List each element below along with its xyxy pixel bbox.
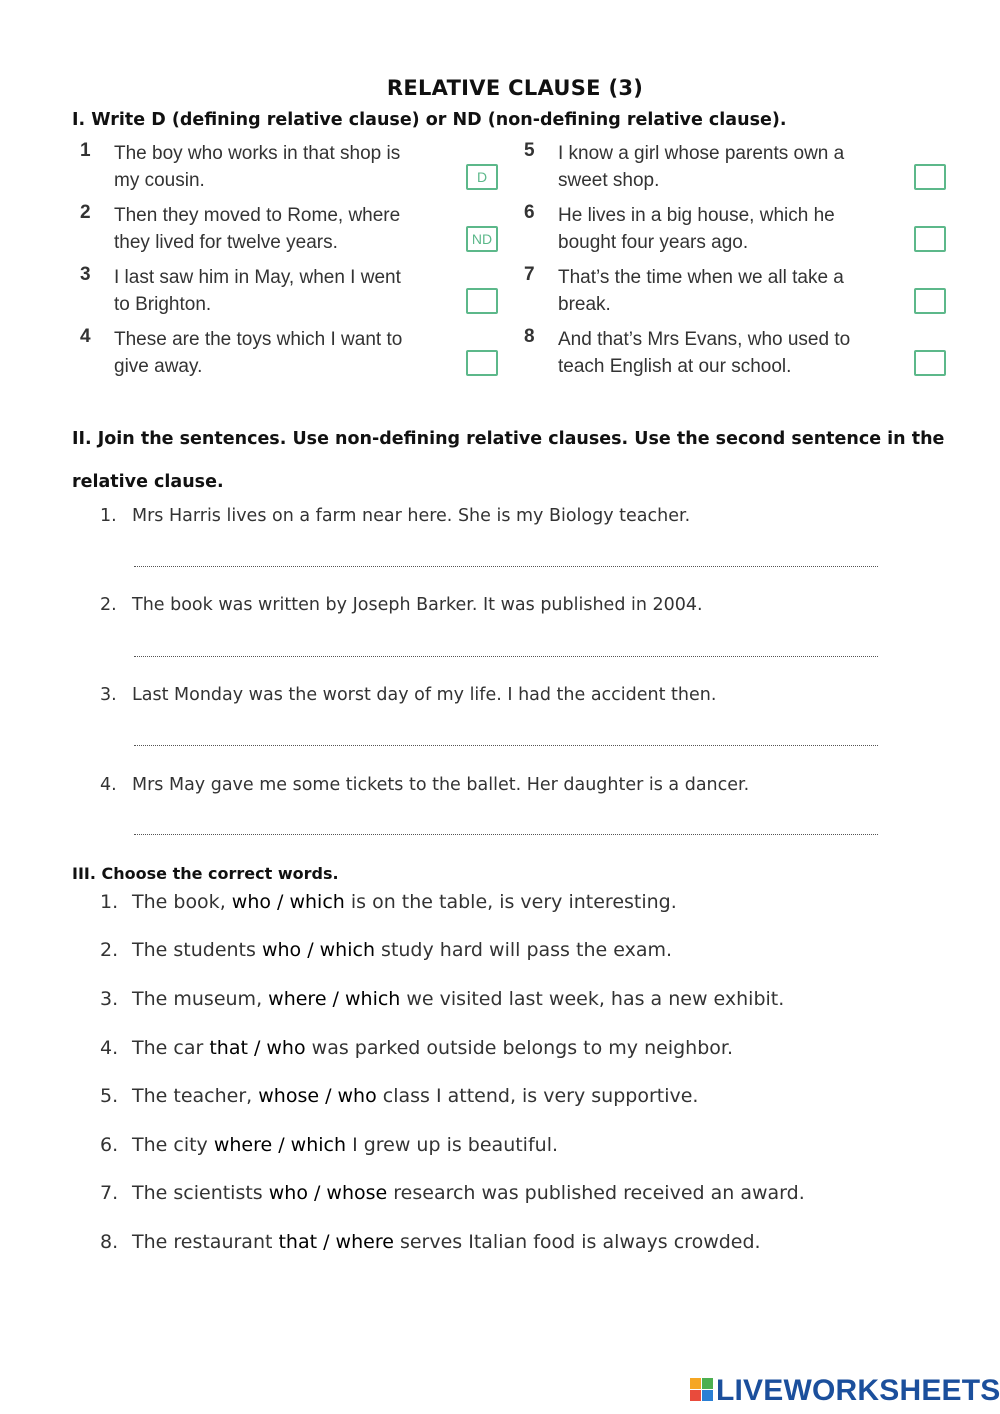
s3-text-before: The scientists	[132, 1182, 269, 1204]
s1-item-number: 6	[524, 202, 535, 223]
s3-text-after: was parked outside belongs to my neighbor.	[305, 1037, 733, 1059]
s3-options[interactable]: where / which	[268, 988, 401, 1010]
s2-answer-line-1[interactable]	[134, 566, 878, 567]
s3-options[interactable]: who / which	[261, 939, 375, 961]
s2-answer-line-2[interactable]	[134, 656, 878, 657]
s3-text-after: is on the table, is very interesting.	[344, 891, 677, 913]
s2-question-3	[100, 685, 716, 705]
s2-question-1	[100, 506, 690, 526]
s3-text-after: I grew up is beautiful.	[346, 1134, 559, 1156]
s1-item-number: 2	[80, 202, 91, 223]
s3-text-after: study hard will pass the exam.	[375, 939, 673, 961]
section3-heading: III. Choose the correct words.	[72, 864, 339, 883]
s2-question-number: 2.	[100, 595, 117, 615]
s1-item-number: 1	[80, 140, 91, 161]
s1-answer-box-2[interactable]: ND	[466, 226, 498, 252]
page-title: RELATIVE CLAUSE (3)	[386, 76, 644, 100]
s3-question-number: 3.	[100, 988, 119, 1010]
s2-question-4	[100, 775, 749, 795]
s3-question-number: 4.	[100, 1037, 119, 1059]
s1-item-text: I last saw him in May, when I went to Brighton.	[114, 267, 401, 315]
s3-text-after: we visited last week, has a new exhibit.	[400, 988, 785, 1010]
s1-item-text: Then they moved to Rome, where they lived for twelve years.	[114, 205, 401, 253]
s1-answer-box-4[interactable]	[466, 350, 498, 376]
s2-question-text: The book was written by Joseph Barker. It was published in 2004.	[132, 595, 703, 615]
logo-text: LIVEWORKSHEETS	[716, 1374, 1000, 1407]
s3-text-before: The book,	[132, 891, 232, 913]
s3-options[interactable]: that / where	[278, 1231, 394, 1253]
s1-answer-box-3[interactable]	[466, 288, 498, 314]
s1-item-text: I know a girl whose parents own a sweet shop.	[558, 143, 845, 191]
s3-options[interactable]: where / which	[213, 1134, 347, 1156]
s3-question-6	[100, 1134, 558, 1156]
s3-question-number: 8.	[100, 1231, 119, 1253]
s3-text-before: The teacher,	[132, 1085, 259, 1107]
section1-heading: I. Write D (defining relative clause) or ND (non-defining relative clause).	[72, 110, 787, 130]
s3-question-number: 1.	[100, 891, 119, 913]
s3-options[interactable]: who / whose	[268, 1182, 388, 1204]
s3-question-7	[100, 1182, 805, 1204]
s2-answer-line-4[interactable]	[134, 834, 878, 835]
s1-item-text: These are the toys which I want to give away.	[114, 329, 403, 377]
s2-question-text: Last Monday was the worst day of my life. I had the accident then.	[132, 685, 717, 705]
s1-answer-box-6[interactable]	[914, 226, 946, 252]
s2-question-number: 3.	[100, 685, 117, 705]
s2-question-text: Mrs Harris lives on a farm near here. She is my Biology teacher.	[132, 506, 691, 526]
s3-question-4	[100, 1037, 733, 1059]
s3-question-number: 5.	[100, 1085, 119, 1107]
s2-question-2	[100, 595, 703, 615]
liveworksheets-logo-icon	[690, 1378, 714, 1402]
s3-text-after: research was published received an award.	[387, 1182, 805, 1204]
s3-text-before: The car	[132, 1037, 210, 1059]
s3-options[interactable]: whose / who	[258, 1085, 377, 1107]
s1-item-number: 8	[524, 326, 535, 347]
s3-text-before: The restaurant	[132, 1231, 279, 1253]
s2-question-number: 4.	[100, 775, 117, 795]
s1-item-number: 4	[80, 326, 91, 347]
s3-text-after: class I attend, is very supportive.	[376, 1085, 699, 1107]
s3-question-number: 6.	[100, 1134, 119, 1156]
section2-heading: II. Join the sentences. Use non-defining relative clauses. Use the second sentence in the relative clause.	[72, 429, 945, 492]
s3-text-before: The city	[132, 1134, 214, 1156]
s1-answer-box-5[interactable]	[914, 164, 946, 190]
s1-item-number: 3	[80, 264, 91, 285]
s3-text-before: The students	[132, 939, 262, 961]
s3-question-8	[100, 1231, 761, 1253]
s2-question-number: 1.	[100, 506, 117, 526]
s3-options[interactable]: who / which	[231, 891, 345, 913]
s2-answer-line-3[interactable]	[134, 745, 878, 746]
s3-text-after: serves Italian food is always crowded.	[393, 1231, 761, 1253]
s3-question-2	[100, 939, 672, 961]
s1-answer-box-7[interactable]	[914, 288, 946, 314]
s3-text-before: The museum,	[132, 988, 269, 1010]
s1-item-text: He lives in a big house, which he bought four years ago.	[558, 205, 835, 253]
s1-item-number: 5	[524, 140, 535, 161]
s2-question-text: Mrs May gave me some tickets to the ballet. Her daughter is a dancer.	[132, 775, 750, 795]
s1-item-text: That’s the time when we all take a break.	[558, 267, 844, 315]
s1-answer-box-8[interactable]	[914, 350, 946, 376]
s3-question-number: 2.	[100, 939, 119, 961]
s1-item-number: 7	[524, 264, 535, 285]
s3-options[interactable]: that / who	[209, 1037, 306, 1059]
s3-question-3	[100, 988, 784, 1010]
s1-item-text: The boy who works in that shop is my cousin.	[114, 143, 401, 191]
s1-answer-box-1[interactable]: D	[466, 164, 498, 190]
s1-item-text: And that’s Mrs Evans, who used to teach English at our school.	[558, 329, 851, 377]
s3-question-number: 7.	[100, 1182, 119, 1204]
s3-question-5	[100, 1085, 698, 1107]
s3-question-1	[100, 891, 677, 913]
